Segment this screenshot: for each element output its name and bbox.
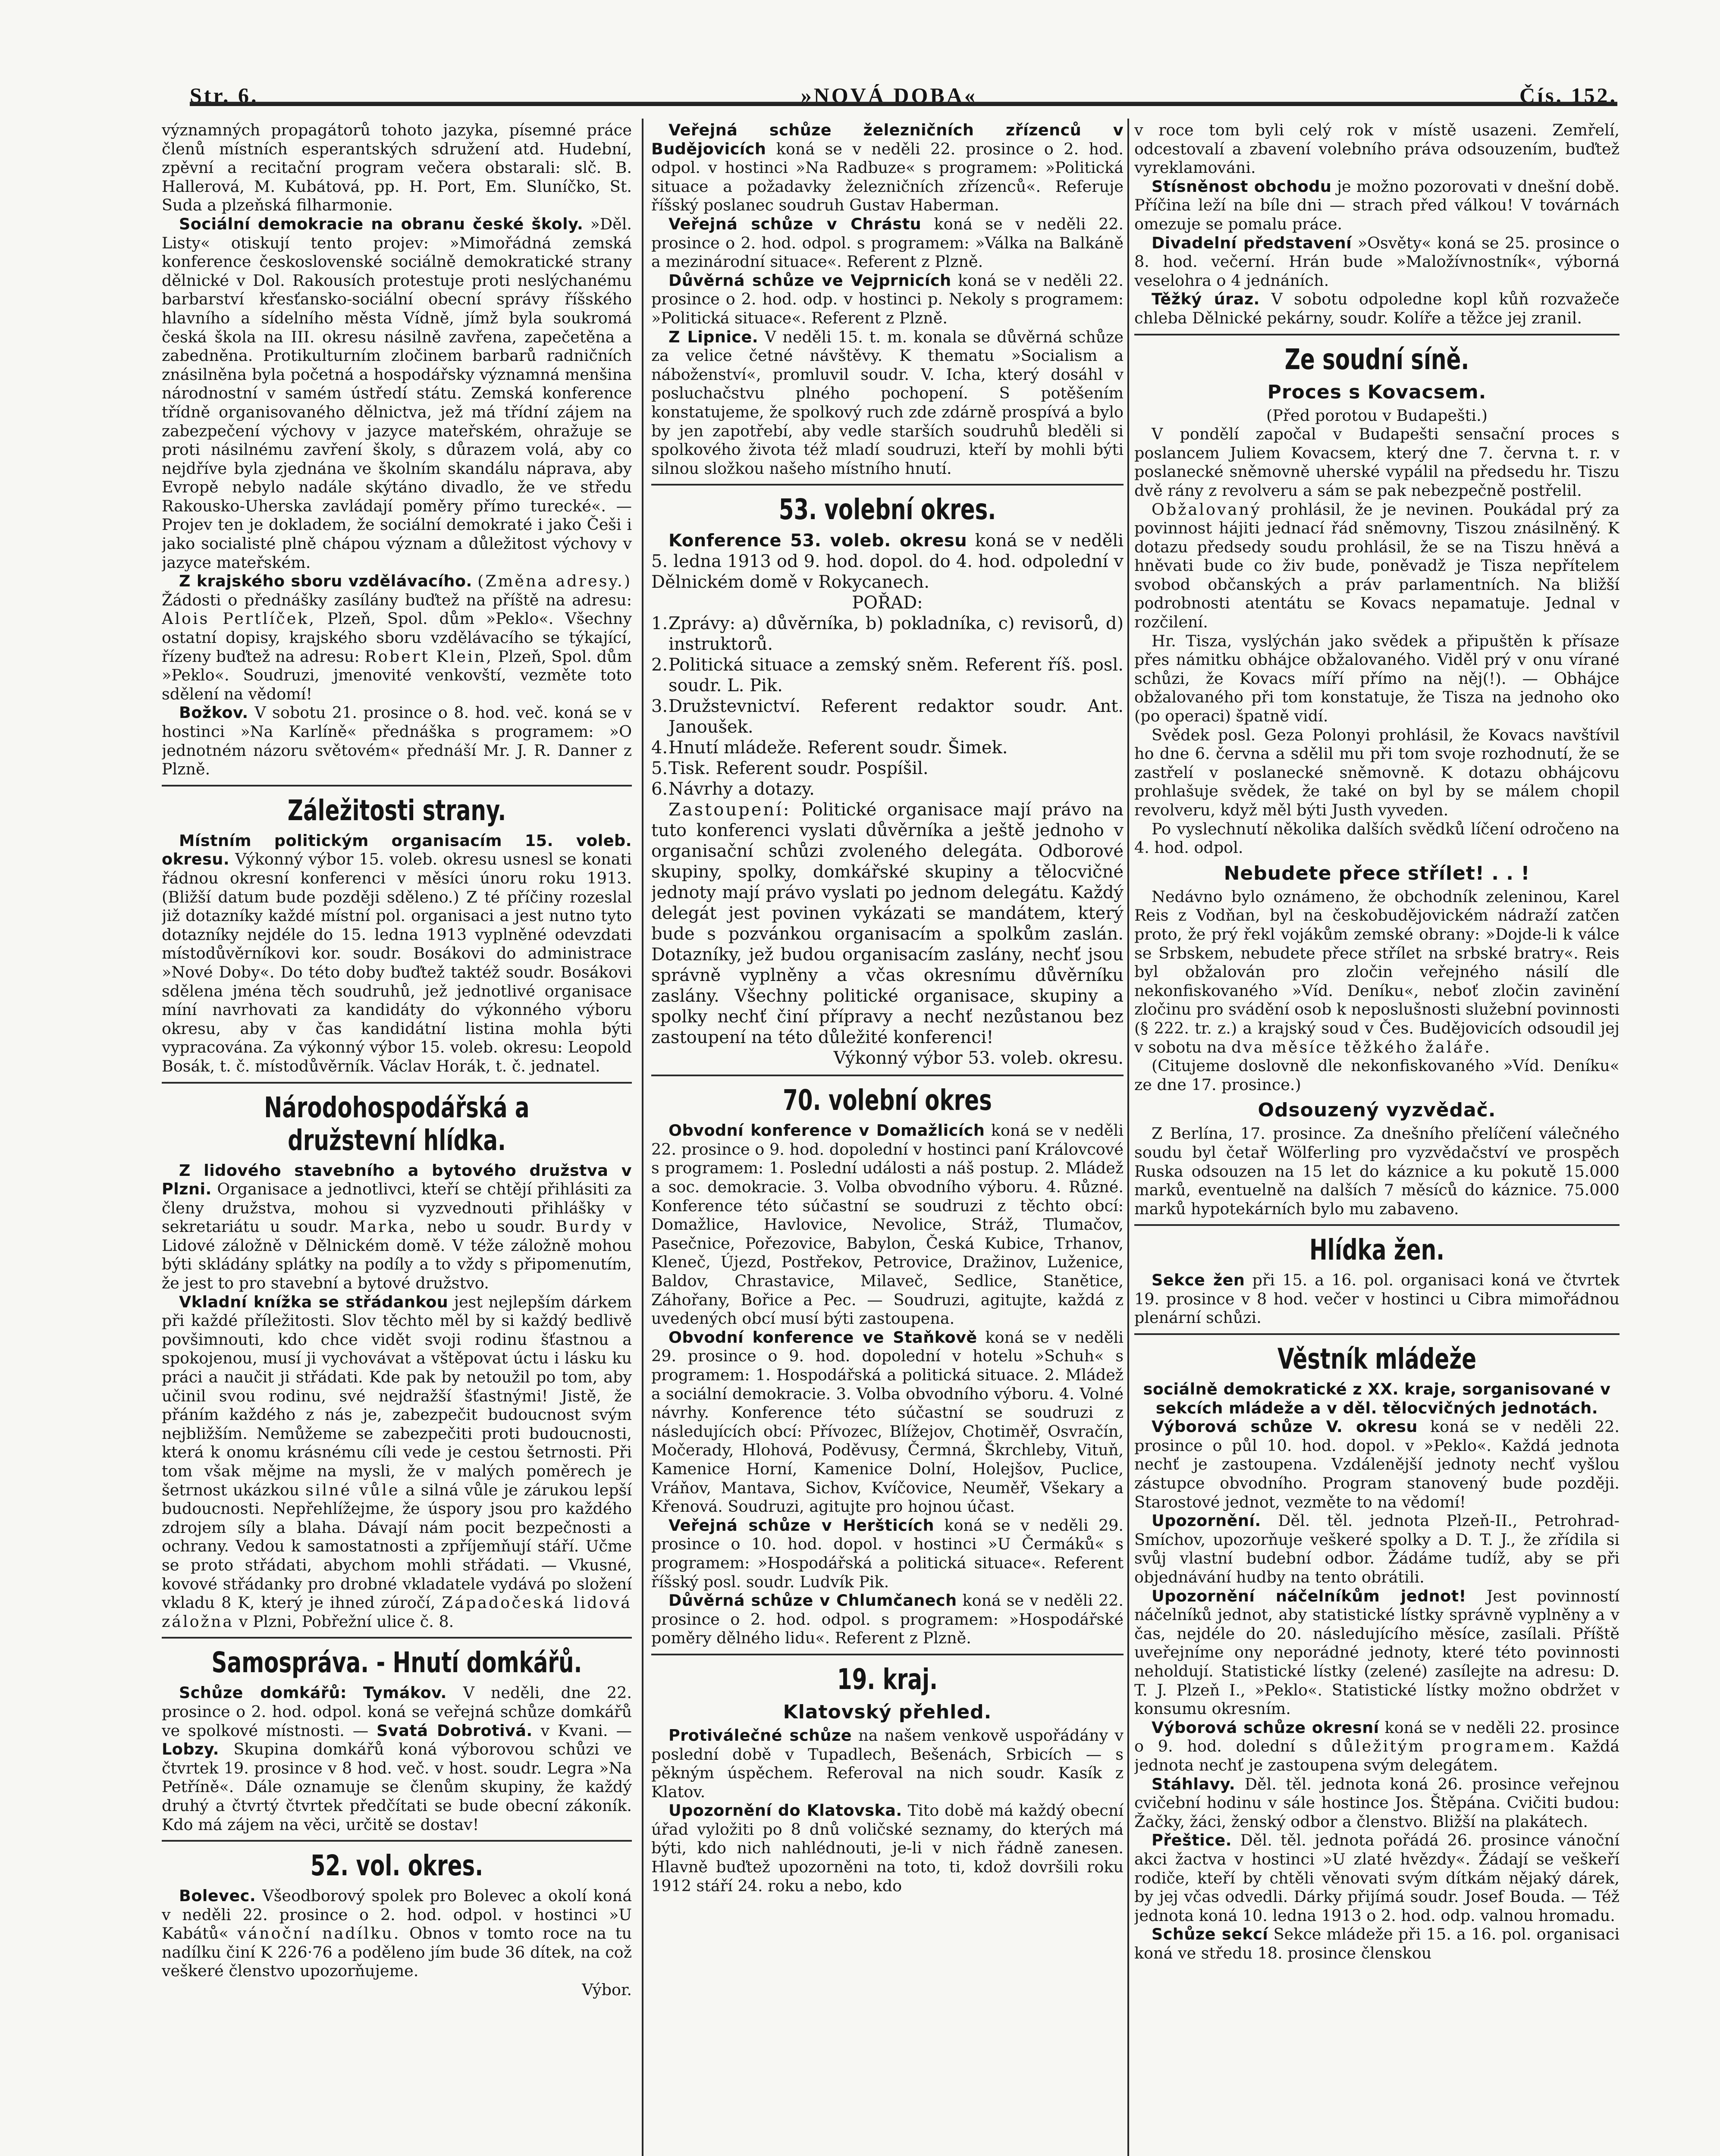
article-heading: Veřejná schůze v Chrástu [669,214,922,233]
column-2 [651,121,1124,2156]
article [162,1293,632,1631]
article-text: silné vůle [305,1480,400,1499]
program-item-number: 3. [651,696,668,717]
program-item [651,613,1124,655]
article-heading: Divadelní představení [1152,233,1352,252]
article-heading: Veřejná schůze železničních zřízenců v Budějovicích [651,121,1124,158]
article [651,1121,1124,1328]
article-text: Hr. Tisza, vyslýchán jako svědek a připuštěn k přísaze přes námitku obhájce obžalovaného. Viděl prý v onu vírané schůzi, že Kovacs míří přímo na něj(!). — Obhájce obžalovaného při tom konstatuje, že Tisza na jednoho oko (po operaci) špatně vidí. [1134,631,1620,726]
article [162,1887,632,1981]
article-text: jest nejlepším dárkem při každé příležitosti. Slov těchto měl by si každý bedlivě povšimnouti, kdo chce vidět svoji rodinu šťastnou a spokojenou, musí ji vychovávat a vštěpovat úctu i lásku ku práci a naučit ji střádati. Kde pak by netoužil po tom, aby učinil svou rodinu, své nejdražší šťastnými! Jistě, že přáním každého z nás je, zabezpečit budoucnost svým nejbližším. Nemůžeme se zabezpečiti proti budoucnosti, která k onomu krásnému cíli vede je cestou šetrnosti. Při tom však mějme na mysli, že v malých poměrech je šetrnost ukázkou [162,1292,632,1499]
program-item [651,655,1124,696]
article-heading: Veřejná schůze v Heršticích [669,1516,934,1535]
article-text: V neděli 15. t. m. konala se důvěrná schůze za velice četné návštěvy. K thematu »Socialism a náboženství«, promluvil soudr. V. Icha, který dosáhl v posluchačstvu plného pochopení. S potěšením konstatujeme, že spolkový ruch zde zdárně prospívá a bylo by jen zapotřebí, aby vedle starších soudruhů bleděli si spolkového života též mladí soudruzi, kteří by mohli býti silnou složkou našeho místního hnutí. [651,327,1124,478]
article-text: »Děl. Listy« otiskují tento projev: »Mimořádná zemská konference československé sociálně demokratické strany dělnické v Dol. Rakousích protestuje proti neslýchanému barbarství křesťansko-sociální obecní správy říšského hlavního a sídelního města Vídně, jímž byla soukromá česká škola na III. okresu násilně zavřena, zapečetěna a zabedněna. Protikulturním zločinem barbarů radničních znásilněna byla početná a hospodářsky významná menšina národnostní v samém ústředí státu. Zemská konference třídně organisovaného dělnictva, jež má třídní zájem na zabezpečení výchovy v jazyce mateřském, ohražuje se proti násilnému zavření školy, s důrazem volá, aby co nejdříve byla zjednána ve školním skandálu náprava, aby Evropě nebylo nadále skýtáno divadlo, že ve středu Rakousko-Uherska zavládají poměry přímo turecké«. — Projev ten je dokladem, že sociální demokraté i jako Češi i jako socialisté plně chápou význam a důležitost výchovy v jazyce mateřském. [162,214,632,572]
article-text: Plzeň, Spol. dům »Peklo«. Soudruzi, jmenovité venkovští, vezměte toto sdělení na vědomí! [162,647,632,703]
article-heading: Schůze domkářů: [179,1683,347,1702]
article-heading: Z lidového stavebního a bytového družstva v Plzni. [162,1161,632,1199]
article-heading: Stísněnost obchodu [1152,177,1332,196]
article-heading: Sekce žen [1152,1271,1245,1290]
article-text: Burdy [556,1217,613,1236]
section-heading: Záležitosti strany. [287,793,506,827]
article [162,572,632,703]
section-rule [651,1654,1124,1655]
program-item [651,779,1124,799]
program-item-text: Politická situace a zemský sněm. Referent říš. posl. soudr. L. Pik. [669,655,1124,696]
section-heading: Ze soudní síně. [1284,342,1469,376]
article-text: Alois Pertlíček, [162,609,316,628]
article-heading: Výborová schůze okresní [1152,1718,1379,1737]
article [162,1683,632,1834]
article [651,215,1124,271]
article-heading: Upozornění. [1152,1511,1261,1530]
section-rule [162,1082,632,1084]
page-number: Str. 6. [190,83,259,107]
column-3 [1134,121,1620,2156]
article-text: je možno pozorovati v dnešní době. Příčina leží na bíle dni — strach před válkou! V továrnách omezuje se pomalu práce. [1134,177,1620,233]
article [651,1591,1124,1648]
section-heading: Samospráva. - Hnutí domkářů. [211,1646,582,1680]
article-text: koná se v neděli 5. ledna 1913 od 9. hod. dopol. do 4. hod. odpolední v Dělnickém domě v Rokycanech. [651,531,1124,592]
program-item-text: Hnutí mládeže. Referent soudr. Šimek. [669,738,1008,758]
program-item-number: 6. [651,779,668,799]
article-text: Všeodborový spolek pro Bolevec a okolí koná v neděli 22. prosince o 2. hod. odpol. v hostinci »U Kabátů« [162,1887,632,1943]
article-text: koná se v neděli 22. prosince o 2. hod. odpol. v hostinci »Na Radbuze« s programem: »Politická situace a požadavky železničních zřízenců«. Referuje říšský poslanec soudruh Gustav Haberman. [651,139,1124,215]
article [162,215,632,572]
article [1134,887,1620,1056]
program-item [651,696,1124,737]
article [162,1161,632,1293]
article-text: Žádosti o přednášky zasílány buďtež na příště na adresu: [162,590,632,609]
article-heading: Konference 53. voleb. okresu [669,531,967,551]
article [1134,500,1620,632]
article [1134,1417,1620,1511]
article-text: Marka, [349,1217,417,1236]
article-text: V neděli, dne 22. prosince o 2. hod. odpol. koná se veřejná schůze domkářů ve spolkové místnosti. — [162,1683,632,1740]
program-heading: POŘAD: [852,593,923,613]
article-heading: Vkladní knížka se střádankou [179,1292,449,1311]
program-item-number: 1. [651,614,668,634]
article-text: koná se v neděli 22. prosince o 9. hod. dolední s [1134,1718,1620,1756]
signature: Výbor. [582,1981,632,1999]
article-text: koná se v neděli 22. prosince o 2. hod. odp. v hostinci p. Nekoly s programem: »Politická situace«. Referent z Plzně. [651,271,1124,327]
article-text: Svědek posl. Geza Polonyi prohlásil, že Kovacs navštívil ho dne 6. června a sdělil mu při tom svoje rozhodnutí, že se zastřelí v poslanecké sněmovně. K dotazu obhájcovu prohlašuje svědek, že také on byl by se málem chopil revolveru, když měl býti Justh vyveden. [1134,725,1620,819]
article-text: v roce tom byli celý rok v místě usazeni. Zemřelí, odcestovalí a zbavení volebního práva odsouzením, buďtež vyreklamováni. [1134,121,1620,177]
article-heading: Schůze sekcí [1152,1925,1268,1944]
subsection-heading: Proces s Kovacsem. [1267,381,1487,403]
article-heading: Protiválečné schůze [669,1726,852,1745]
subsection-heading: Odsouzený vyzvědač. [1258,1099,1496,1122]
masthead-title: »NOVÁ DOBA« [800,83,977,107]
article [1134,1925,1620,1962]
article-heading: Přeštice. [1152,1831,1232,1850]
article-heading: Upozornění náčelníkům jednot! [1152,1586,1466,1605]
article-subtitle: (Před porotou v Budapešti.) [1266,406,1488,425]
article-heading: Obvodní konference v Domažlicích [669,1121,985,1140]
section-rule [1134,334,1620,335]
article [1134,1587,1620,1718]
article [162,831,632,1076]
program-item-text: Zprávy: a) důvěrníka, b) pokladníka, c) revisorů, d) instruktorů. [669,614,1124,655]
article-heading: Důvěrná schůze v Chlumčanech [669,1591,957,1610]
article-text: Jest povinností náčelníků jednot, aby statistické lístky správně vyplněny a v čas, nejdéle do 20. následujícího měsíce, zasílali. Příště uveřejníme ony neporádné jednoty, které této povinnosti neholdují. Statistické lístky (zelené) zasílejte na adresu: D. T. J. Plzeň I., »Peklo«. Statistické lístky možno obdržet v konsumu okresním. [1134,1586,1620,1718]
program-item [651,737,1124,758]
article [651,799,1124,1048]
section-rule [1134,1224,1620,1226]
article-text: prohlásil, že je nevinen. Poukádal prý za povinnost hájiti jednací řád sněmovny, Tiszou znásilněný. K dotazu předsedy soudu prohlásil, že se na Tiszu hněvá a hněvati bude co živ bude, poněvadž je Tisza nepřítelem svobod občanských a práv parlamentních. Na bližší podrobnosti atentátu se Kovacs nepamatuje. Jednal v rozčilení. [1134,500,1620,632]
article [1134,177,1620,234]
article [162,703,632,778]
article-text: koná se v neděli 29. prosince o 10. hod. dopol. v hostinci »U Čermáků« s programem: »Hospodářská a politická situace«. Referent říšský posl. soudr. Ludvík Pik. [651,1516,1124,1591]
article-text: V sobotu odpoledne kopl kůň rozvažeče chleba Dělnické pekárny, soudr. Kolíře a těžce jej zranil. [1134,290,1620,327]
article-text: Obnos v tomto roce na tu nadílku činí K 226·76 a poděleno jím bude 36 dítek, na což veškeré členstvo upozorňujeme. [162,1924,632,1981]
program-item-number: 5. [651,758,668,779]
issue-number: Čís. 152. [1519,83,1617,107]
article-text: koná se v neděli 22. prosince o 9. hod. dopolední v hostinci paní Královcové s programem: 1. Poslední události a náš postup. 2. Mládež a soc. demokracie. 3. Volba obvodního výboru. 4. Různé. Konference této súčastní se soudruzi z těchto obcí: Domažlice, Havlovice, Nevolice, Stráž, Tlumačov, Pasečnice, Pořezovice, Babylon, Česká Kubice, Trhanov, Kleneč, Újezd, Postřekov, Petrovice, Dražinov, Luženice, Baldov, Chrastavice, Milaveč, Sedlice, Stanětice, Záhořany, Bořice a Pec. — Soudruzi, agitujte, každá z uvedených obcí musí býti zastoupena. [651,1121,1124,1328]
section-heading: 52. vol. okres. [310,1849,483,1883]
article-text: Z Berlína, 17. prosince. Za dnešního přelíčení válečného soudu byl četař Wölferling pro vyzvědačství ve prospěch Ruska odsouzen na 15 let do káznice a ku pokutě 15.000 marků, eventuelně na dalších 7 měsíců do káznice. 75.000 marků hypotekárních bylo mu zabaveno. [1134,1124,1620,1218]
subsection-heading: Nebudete přece střílet! . . ! [1224,862,1530,884]
article-text: koná se v neděli 29. prosince o 9. hod. dopolední v hotelu »Schuh« s programem: 1. Hospodářská a politická situace. 2. Mládež a sociální demokracie. 3. Volba obvodního výboru. 4. Volné návrhy. Konference této súčastní se soudruzi z následujících obcí: Přívozec, Blížejov, Chotiměř, Osvračín, Močerady, Hlohová, Poděvusy, Čermná, Škrchleby, Vituň, Kamenice Horní, Kamenice Dolní, Holejšov, Puclice, Vráňov, Mantava, Sichov, Kvíčovice, Neuměř, Všekary a Křenová. Soudruzi, agitujte pro hojnou účast. [651,1328,1124,1516]
article [1134,1271,1620,1327]
article-text: dva měsíce těžkého žaláře. [1231,1037,1491,1056]
article-text: Po vyslechnutí několika dalších svědků líčení odročeno na 4. hod. odpol. [1134,819,1620,857]
section-heading: Hlídka žen. [1309,1233,1445,1267]
article-heading: Tymákov. [363,1683,447,1702]
article-heading: Stáhlavy. [1152,1774,1236,1793]
column-divider [642,119,643,2156]
article-text: v Kvani. — [540,1721,632,1740]
article-text: v Lidové záložně v Dělnickém domě. V téže záložně mohou býti skládány splátky na podíly a to vždy s připomenutím, že jest to pro stavební a bytové družstvo. [162,1217,632,1293]
article-text: důležitým programem. [1331,1737,1557,1756]
program-item-text: Tisk. Referent soudr. Pospíšil. [669,758,929,779]
article-text: Tito době má každý obecní úřad vyložiti po 8 dnů voličské seznamy, do kterých má býti, kdo nich nahlédnouti, je-li v nich řádně zanesen. Hlavně buďtež upozorněni na toto, ti, kdož dovršili roku 1912 stáří 24. roku a nebo, kdo [651,1801,1124,1895]
section-heading: Věstník mládeže [1277,1342,1477,1376]
article-heading: Důvěrná schůze ve Vejprnicích [669,271,951,290]
article-text: V pondělí započal v Budapešti sensační proces s poslancem Juliem Kovacsem, který dne 7. června t. r. v poslanecké sněmovně uherské vypálil na předsedu hr. Tiszu dvě rány z revolveru a sám se pak nebezpečně postřelil. [1134,425,1620,500]
section-heading: 53. volební okres. [778,493,996,526]
article-heading: Z krajského sboru vzdělávacího. [179,572,472,591]
article [1134,1511,1620,1586]
article-text: »Osvěty« koná se 25. prosince o 8. hod. večerní. Hrán bude »Maložívnostník«, výborná veselohra o 4 jednáních. [1134,233,1620,290]
article [651,271,1124,328]
article [651,1726,1124,1801]
article-text: Skupina domkářů koná výborovou schůzi ve čtvrtek 19. prosince v 8 hod. več. v host. soudr. Legra »Na Petříně«. Dále oznamuje se členům skupiny, že každý druhý a čtvrtý čtvrtek předčítati se bude obecní zákoník. Kdo má zájem na věci, určitě se dostav! [162,1740,632,1834]
article-text: vánoční nadílku. [237,1924,401,1943]
section-rule [651,484,1124,486]
article-text: koná se v neděli 22. prosince o půl 10. hod. dopol. v »Peklo«. Každá jednota nechť je zastoupena. Vzdálenější jednoty nechť vyšlou zástupce obvodního. Program stanovený bude později. Starostové jednot, vezměte to na vědomí! [1134,1417,1620,1511]
article-text: Politické organisace mají právo na tuto konferenci vyslati důvěrníka a ještě jednoho v organisační schůzi zvoleného delegáta. Odborové skupiny, spolky, domkářské skupiny a tělocvičné jednoty mají právo vyslati po jednom delegátu. Každý delegát jest povinen vykázati se mandátem, který bude s pozvánkou organisacím a spolkům zaslán. Dotazníky, jež budou organisacím zaslány, nechť jsou správně vyplněny a včas okresnímu důvěrníku zaslány. Všechny politické organisace, skupiny a spolky nechť činí přípravy a nechť nezůstanou bez zastoupení na této důležité konferenci! [651,800,1124,1048]
article-text: Sekce mládeže při 15. a 16. pol. organisaci koná ve středu 18. prosince členskou [1134,1925,1620,1962]
signature: Výkonný výbor 53. voleb. okresu. [833,1048,1124,1069]
subsection-heading: Klatovský přehled. [783,1701,992,1723]
program-list [651,613,1124,799]
article-text: koná se v neděli 22. prosince o 2. hod. odpol. s programem: »Válka na Balkáně a mezinárodní situace«. Referent z Plzně. [651,214,1124,271]
article-text: při 15. a 16. pol. organisaci koná ve čtvrtek 19. prosince v 8 hod. večer v hostinci u Cibra mimořádnou plenární schůzi. [1134,1271,1620,1327]
article-text: Děl. těl. jednota pořádá 26. prosince vánoční akci žactva v hostinci »U zlaté hvězdy«. Žádají se veškeří rodiče, kteří by chtěli věnovati svým dítkám nějaký dárek, by jej včas odvedli. Dárky přijímá soudr. Josef Bouda. — Též jednota koná 10. ledna 1913 o 2. hod. odp. valnou hromadu. [1134,1831,1620,1925]
article-heading: Upozornění do Klatovska. [669,1801,902,1820]
section-rule [1134,1333,1620,1335]
article [651,1516,1124,1591]
article-text: Obžalovaný [1152,500,1262,519]
article-heading: Těžký úraz. [1152,290,1260,309]
article-text: Každá jednota nechť je zastoupena svým delegátem. [1134,1737,1620,1774]
article-text: Děl. těl. jednota Plzeň-II., Petrohrad-Smíchov, upozorňuje veškeré spolky a D. T. J., že zřídila si svůj vlastní budební odbor. Žádáme tudíž, aby se při objednávání hudby na tento obrátili. [1134,1511,1620,1586]
article-text: a silná vůle je zárukou lepší budoucnosti. Nepřehlížejme, že úspory jsou pro každého zdrojem síly a blaha. Dávají nám pocit bezpečnosti a ochrany. Vedou k samostatnosti a zpříjemňují stáří. Učme se proto střádati, abychom mohli střádati. — Vkusné, kovové střádanky pro drobné vkladatele vydává po složení vkladu 8 K, který je ihned zúročí, [162,1480,632,1612]
section-rule [162,1840,632,1842]
article-text: koná se v neděli 22. prosince o 2. hod. odpol. s programem: »Hospodářské poměry dělného lidu«. Referent z Plzně. [651,1591,1124,1648]
article-heading: Svatá Dobrotivá. [377,1721,533,1740]
section-rule [162,785,632,787]
program-item-number: 2. [651,655,668,675]
article-heading: Božkov. [179,703,248,722]
article [1134,1718,1620,1775]
section-subtitle: sociálně demokratické z XX. kraje, sorganisované v sekcích mládeže a v děl. tělocvičných jednotách. [1143,1380,1611,1417]
article-text: (Citujeme doslovně dle nekonfiskovaného »Víd. Deníku« ze dne 17. prosince.) [1134,1056,1620,1094]
section-heading: Národohospodářská a družstevní hlídka. [264,1091,530,1157]
article [1134,290,1620,327]
program-item-text: Návrhy a dotazy. [669,779,815,799]
program-item-number: 4. [651,738,668,758]
article [1134,234,1620,290]
article [1134,1831,1620,1925]
section-heading: 70. volební okres [783,1084,992,1117]
article-heading: Z Lipnice. [669,327,759,346]
article-text: Plzeň, Spol. dům »Peklo«. Všechny ostatní dopisy, krajského sboru vzdělávacího se týkající, řízeny buďtež na adresu: [162,609,632,666]
article-text: V sobotu 21. prosince o 8. hod. več. koná se v hostinci »Na Karlíně« přednáška s programem: »O jednotném názoru světovém« přednáší Mr. J. R. Danner z Plzně. [162,703,632,779]
article [651,1801,1124,1895]
article-text: nebo u soudr. [427,1217,546,1236]
column-divider [1127,119,1129,2156]
article-heading: Bolevec. [179,1887,256,1905]
header-rule [190,102,1617,106]
article [651,121,1124,215]
article-text: Organisace a jednotlivci, kteří se chtějí přihlásiti za členy družstva, mohou si vyzvednouti přihlášky v sekretariátu u soudr. [162,1180,632,1236]
article-text: (Změna adresy.) [477,572,632,591]
article [1134,1775,1620,1831]
article-text: v Plzni, Pobřežní ulice č. 8. [239,1612,454,1631]
section-rule [651,1075,1124,1076]
article-text: Výkonný výbor 15. voleb. okresu usnesl se konati řádnou okresní konferenci v měsíci únoru roku 1913. (Bližší datum bude později sděleno.) Z té příčiny rozeslal již dotazníky každé místní pol. organisaci a jest nutno tyto dotazníky nejdéle do 15. ledna 1913 vyplněné odevzdati místodůvěrníkovi kor. soudr. Bosákovi do administrace »Nové Doby«. Do této doby buďtež taktéž soudr. Bosákovi sdělena jména těch soudruhů, jež jednotlivé organisace míní navrhovati za kandidáty do výkonného výboru okresu, aby v čas kandidátní listina mohla býti vypracována. Za výkonný výbor 15. voleb. okresu: Leopold Bosák, t. č. místodůvěrník. Václav Horák, t. č. jednatel. [162,850,632,1075]
article-text: Robert Klein, [364,647,493,666]
article-heading: Lobzy. [162,1740,220,1759]
article-heading: Sociální demokracie na obranu české školy. [179,214,584,233]
article-text: Děl. těl. jednota koná 26. prosince veřejnou cvičební hodinu v sále hostince Jos. Štěpána. Cvičiti budou: Žačky, žáci, ženský odbor a členstvo. Bližší na plakátech. [1134,1774,1620,1831]
article-text: Západočeská lidová záložna [162,1593,632,1631]
article [651,1328,1124,1516]
page-header [190,60,1617,108]
section-rule [162,1637,632,1639]
article-heading: Výborová schůze V. okresu [1152,1417,1418,1436]
program-item-text: Družstevnictví. Referent redaktor soudr. Ant. Janoušek. [669,696,1124,737]
article-text: Nedávno bylo oznámeno, že obchodník zeleninou, Karel Reis z Vodňan, byl na českobudějovickém nádraží zatčen proto, že prý řekl vojákům zemské obrany: »Dojde-li k válce se Srbskem, nebudete přece střílet na srbské bratry«. Reis byl obžalován pro zločin veřejného násilí dle nekonfiskovaného »Víd. Deníku«, neboť zločin zavinění zločinu pro svádění osob k neposlušnosti služební povinnosti (§ 222. tr. z.) a krajský soud v Čes. Budějovicích odsoudil jej v sobotu na [1134,887,1620,1056]
column-1 [162,121,632,2156]
section-heading: 19. kraj. [837,1662,938,1696]
article [651,328,1124,478]
article-text: na našem venkově uspořádány v poslední době v Tupadlech, Bešenách, Srbicích — s pěkným úspěchem. Referoval na nich soudr. Kasík z Klatov. [651,1726,1124,1801]
article-heading: Místním politickým organisacím 15. voleb. okresu. [162,831,632,869]
article [651,530,1124,592]
article-text: významných propagátorů tohoto jazyka, písemné práce členů místních esperantských sdružení atd. Hudební, zpěvní a recitační program večera obstarali: slč. B. Hallerová, M. Kubátová, pp. H. Port, Em. Sluníčko, St. Suda a plzeňská filharmonie. [162,121,632,215]
program-item [651,758,1124,779]
article-heading: Obvodní konference ve Staňkově [669,1328,977,1347]
article-heading: Zastoupení: [669,800,791,820]
